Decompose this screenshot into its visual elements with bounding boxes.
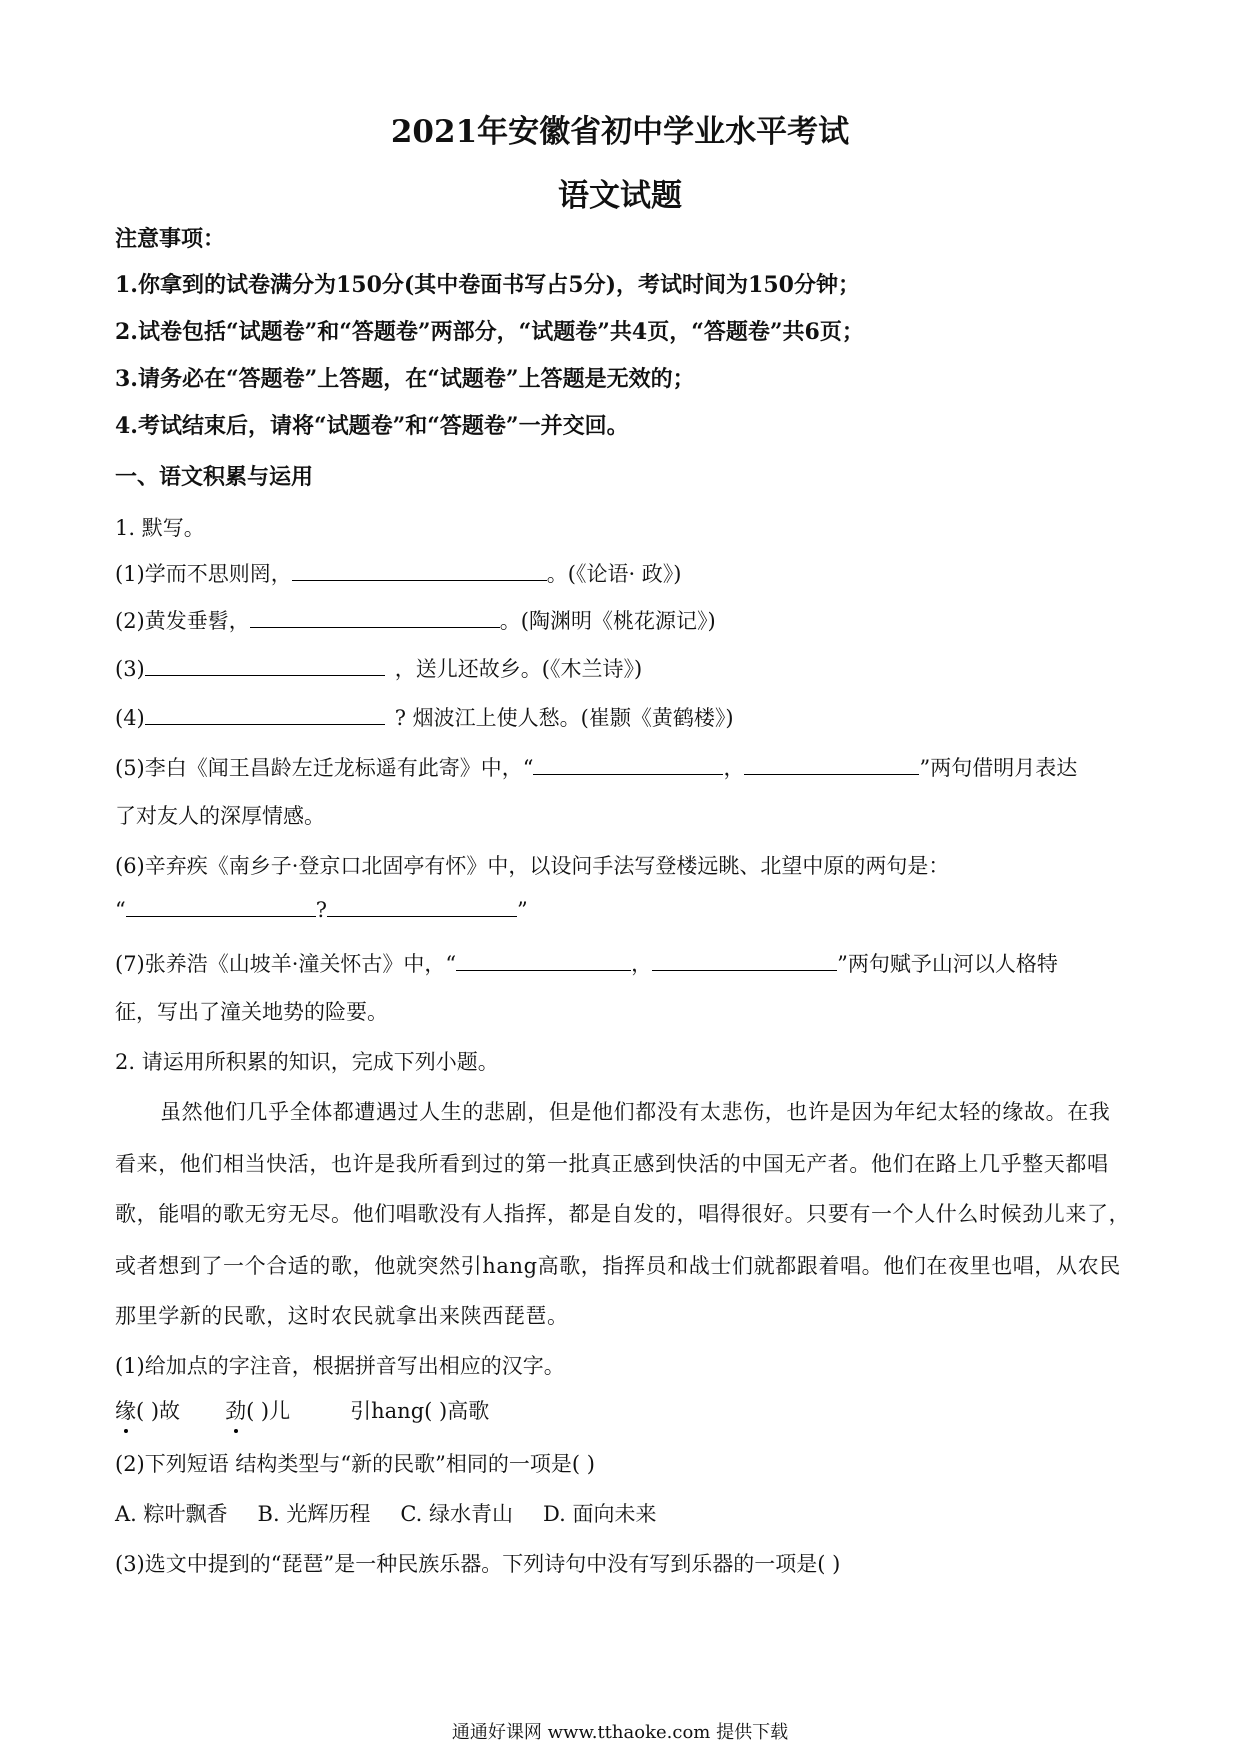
question-1-item-6-answer — [115, 898, 528, 922]
answer-blank[interactable] — [250, 609, 500, 628]
item-2-prefix: (2)黄发垂髫， — [115, 609, 250, 633]
item-1-suffix: 。(《论语· 政》) — [546, 562, 682, 586]
option-a: A. 粽叶飘香 — [115, 1502, 228, 1526]
dotted-char: 劲 — [225, 1395, 246, 1425]
question-1-item-7-continued: 征，写出了潼关地势的险要。 — [115, 1000, 388, 1024]
answer-blank[interactable] — [145, 657, 385, 676]
option-c: C. 绿水青山 — [400, 1502, 513, 1526]
answer-blank[interactable] — [456, 952, 631, 971]
item-5-suffix: ”两句借明月表达 — [919, 756, 1078, 780]
close-quote: ” — [517, 898, 528, 922]
option-b: B. 光辉历程 — [257, 1502, 371, 1526]
item-7-suffix: ”两句赋予山河以人格特 — [837, 952, 1058, 976]
question-2-heading: 2. 请运用所积累的知识，完成下列小题。 — [115, 1050, 499, 1074]
notice-heading: 注意事项： — [115, 226, 226, 252]
question-1-item-1 — [115, 558, 682, 588]
option-d: D. 面向未来 — [543, 1502, 657, 1526]
question-1-heading: 1. 默写。 — [115, 516, 205, 540]
answer-blank[interactable] — [145, 706, 385, 725]
question-2-sub-3: (3)选文中提到的“琵琶”是一种民族乐器。下列诗句中没有写到乐器的一项是( ) — [115, 1552, 841, 1576]
answer-blank[interactable] — [533, 756, 723, 775]
question-1-item-6: (6)辛弃疾《南乡子·登京口北固亭有怀》中，以设问手法写登楼远眺、北望中原的两句是： — [115, 854, 950, 878]
pinyin-blank-3: 引hang( )高歌 — [350, 1399, 490, 1423]
item-5-prefix: (5)李白《闻王昌龄左迁龙标遥有此寄》中，“ — [115, 756, 534, 780]
notice-item-3: 3.请务必在“答题卷”上答题，在“试题卷”上答题是无效的； — [115, 366, 695, 392]
pinyin-blank-1: ( )故 — [136, 1399, 181, 1423]
question-1-item-3 — [115, 653, 642, 683]
answer-blank[interactable] — [744, 756, 919, 775]
dotted-char: 缘 — [115, 1395, 136, 1425]
open-quote: “ — [115, 898, 126, 922]
answer-blank[interactable] — [126, 898, 316, 917]
question-2-sub-1: (1)给加点的字注音，根据拼音写出相应的汉字。 — [115, 1354, 565, 1378]
notice-item-1: 1.你拿到的试卷满分为150分(其中卷面书写占5分)，考试时间为150分钟； — [115, 272, 860, 298]
item-4-suffix: ? 烟波江上使人愁。(崔颢《黄鹤楼》) — [394, 706, 734, 730]
question-2-sub-2: (2)下列短语 结构类型与“新的民歌”相同的一项是( ) — [115, 1452, 595, 1476]
item-3-suffix: ，送儿还故乡。(《木兰诗》) — [394, 657, 643, 681]
page-subtitle: 语文试题 — [558, 178, 682, 214]
question-1-item-5 — [115, 752, 1077, 782]
passage-line: 虽然他们几乎全体都遭遇过人生的悲剧，但是他们都没有太悲伤，也许是因为年纪太轻的缘故。在我 — [160, 1100, 1111, 1124]
answer-blank[interactable] — [652, 952, 837, 971]
item-4-prefix: (4) — [115, 706, 145, 730]
item-6-separator: ? — [315, 898, 328, 922]
passage-line: 看来，他们相当快活，也许是我所看到过的第一批真正感到快活的中国无产者。他们在路上几乎整天都唱 — [115, 1152, 1109, 1176]
passage-line: 那里学新的民歌，这时农民就拿出来陕西琵琶。 — [115, 1304, 569, 1328]
question-1-item-4 — [115, 702, 734, 732]
notice-item-2: 2.试卷包括“试题卷”和“答题卷”两部分，“试题卷”共4页，“答题卷”共6页； — [115, 319, 864, 345]
notice-item-4: 4.考试结束后，请将“试题卷”和“答题卷”一并交回。 — [115, 413, 629, 439]
item-7-separator: ， — [631, 952, 653, 976]
item-5-separator: ， — [723, 756, 745, 780]
question-1-item-5-continued: 了对友人的深厚情感。 — [115, 804, 325, 828]
answer-blank[interactable] — [292, 562, 547, 581]
question-1-item-7 — [115, 948, 1058, 978]
question-1-item-2 — [115, 605, 716, 635]
pinyin-blank-2: ( )儿 — [246, 1399, 291, 1423]
item-1-prefix: (1)学而不思则罔， — [115, 562, 292, 586]
item-2-suffix: 。(陶渊明《桃花源记》) — [499, 609, 716, 633]
item-7-prefix: (7)张养浩《山坡羊·潼关怀古》中，“ — [115, 952, 457, 976]
section-heading: 一、语文积累与运用 — [115, 464, 314, 490]
answer-blank[interactable] — [327, 898, 517, 917]
passage-line: 歌，能唱的歌无穷无尽。他们唱歌没有人指挥，都是自发的，唱得很好。只要有一个人什么时候劲儿来了， — [115, 1202, 1131, 1226]
footer-watermark: 通通好课网 www.tthaoke.com 提供下载 — [451, 1722, 789, 1743]
passage-line: 或者想到了一个合适的歌，他就突然引hang高歌，指挥员和战士们就都跟着唱。他们在夜里也唱，从农民 — [115, 1254, 1121, 1278]
page-title: 2021年安徽省初中学业水平考试 — [390, 114, 850, 150]
options-row — [115, 1498, 656, 1528]
pinyin-row — [115, 1395, 489, 1425]
item-3-prefix: (3) — [115, 657, 145, 681]
